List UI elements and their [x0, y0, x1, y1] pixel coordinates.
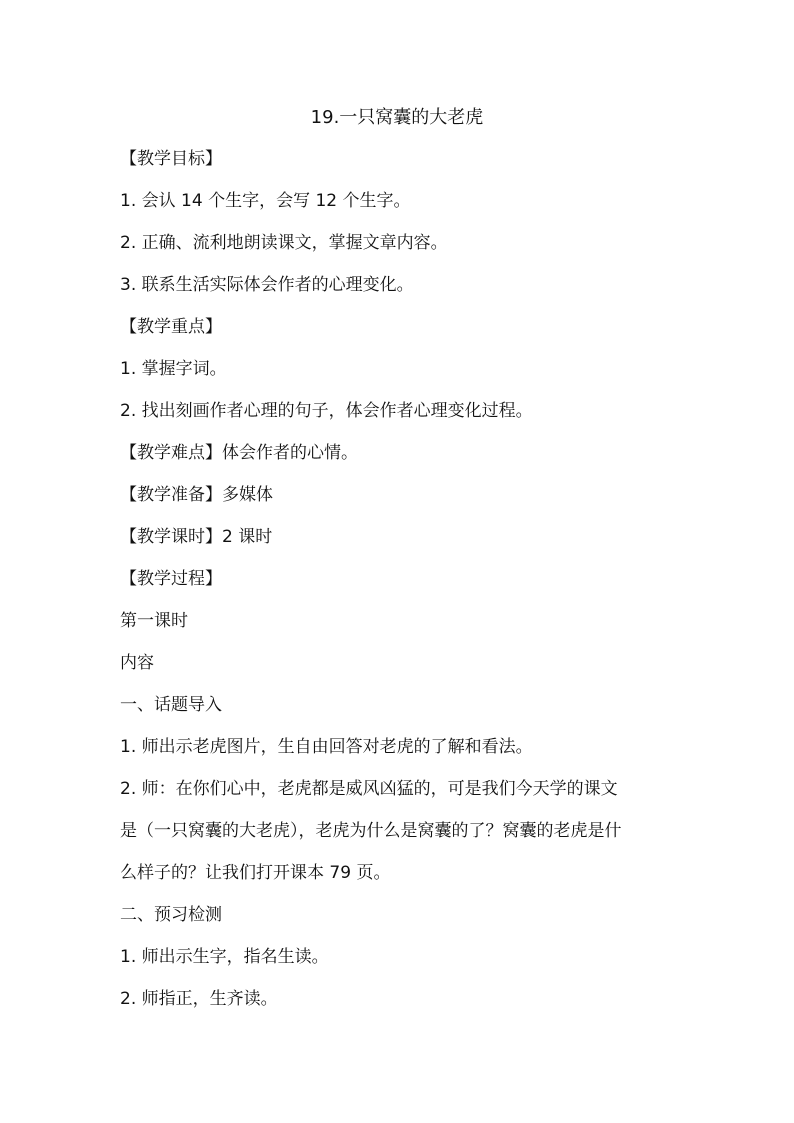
- goal-item-1: 1. 会认 14 个生字，会写 12 个生字。: [120, 191, 411, 211]
- section-preparation: 【教学准备】多媒体: [120, 485, 273, 505]
- preview-item-2: 2. 师指正，生齐读。: [120, 989, 278, 1009]
- section-difficulty: 【教学难点】体会作者的心情。: [120, 443, 358, 463]
- step-heading-intro: 一、话题导入: [120, 695, 222, 715]
- content-label: 内容: [120, 653, 154, 673]
- lesson-label: 第一课时: [120, 611, 188, 631]
- section-heading-key-points: 【教学重点】: [120, 317, 222, 337]
- goal-item-3: 3. 联系生活实际体会作者的心理变化。: [120, 275, 414, 295]
- intro-item-2-line-1: 2. 师：在你们心中，老虎都是威风凶猛的，可是我们今天学的课文: [120, 779, 618, 799]
- section-class-hours: 【教学课时】2 课时: [120, 527, 273, 547]
- document-title: 19.一只窝囊的大老虎: [310, 107, 484, 128]
- section-heading-teaching-goals: 【教学目标】: [120, 149, 222, 169]
- preview-item-1: 1. 师出示生字，指名生读。: [120, 947, 329, 967]
- key-point-item-1: 1. 掌握字词。: [120, 359, 227, 379]
- intro-item-1: 1. 师出示老虎图片，生自由回答对老虎的了解和看法。: [120, 737, 533, 757]
- goal-item-2: 2. 正确、流利地朗读课文，掌握文章内容。: [120, 233, 448, 253]
- key-point-item-2: 2. 找出刻画作者心理的句子，体会作者心理变化过程。: [120, 401, 533, 421]
- step-heading-preview-check: 二、预习检测: [120, 905, 222, 925]
- intro-item-2-line-2: 是（一只窝囊的大老虎），老虎为什么是窝囊的了？窝囊的老虎是什: [120, 821, 622, 841]
- intro-item-2-line-3: 么样子的？让我们打开课本 79 页。: [120, 863, 391, 883]
- section-heading-process: 【教学过程】: [120, 569, 222, 589]
